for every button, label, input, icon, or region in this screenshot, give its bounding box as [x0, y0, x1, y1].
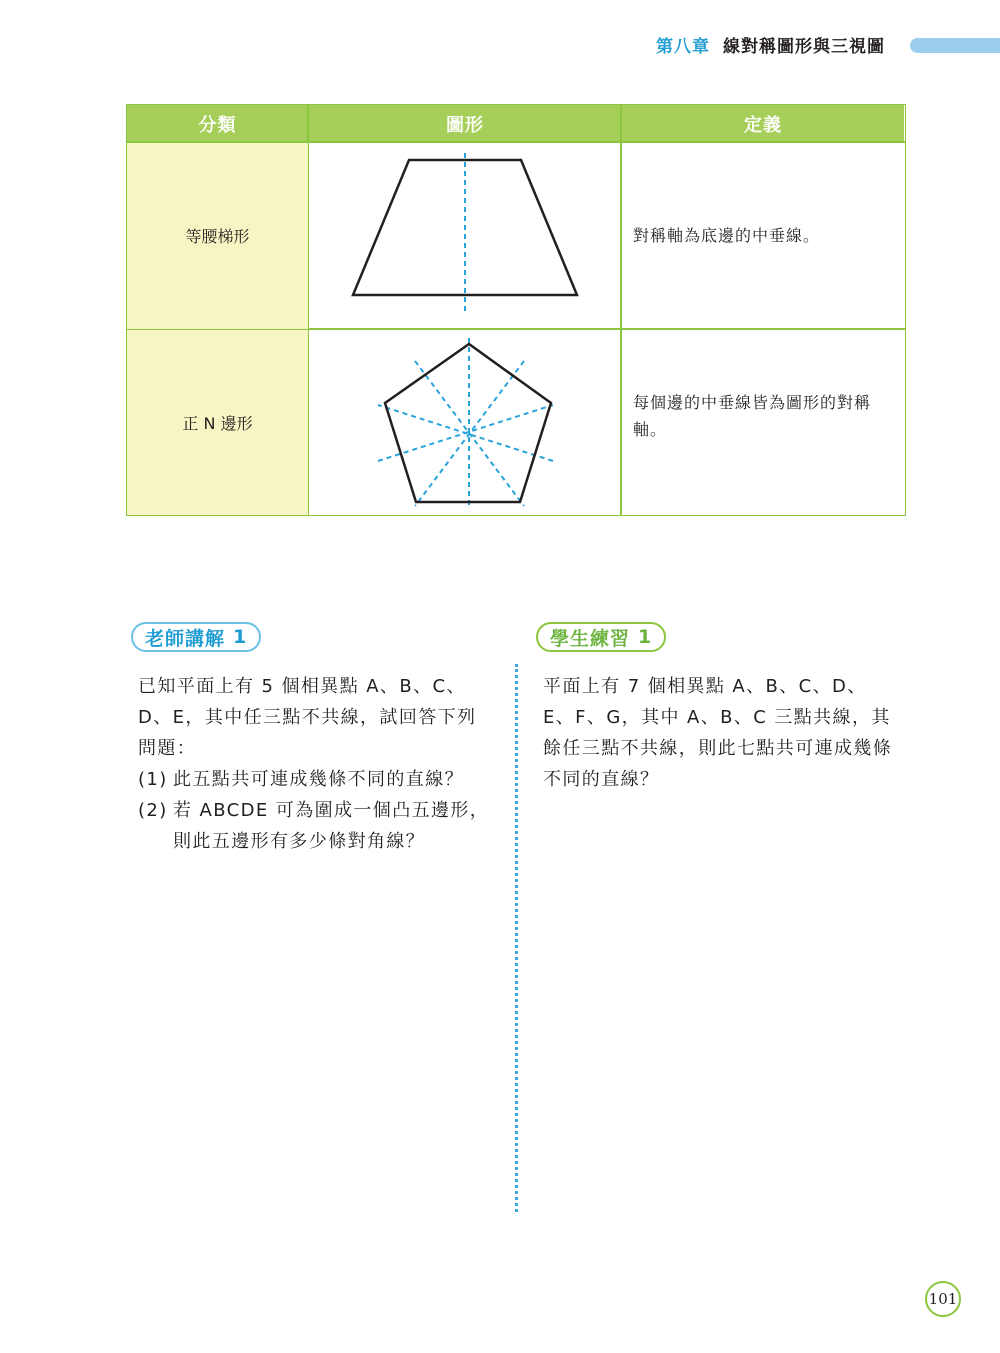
table-row-definition: 對稱軸為底邊的中垂線。	[633, 226, 821, 245]
student-text: 平面上有 7 個相異點 A、B、C、D、E、F、G，其中 A、B、C 三點共線，其餘任三點不共線，則此七點共可連成幾條不同的直線？	[543, 676, 893, 790]
student-practice-header	[536, 622, 666, 652]
header-figure: 圖形	[309, 105, 621, 142]
teacher-question	[138, 764, 493, 795]
trapezoid-figure	[309, 143, 621, 329]
page-header	[0, 30, 1000, 60]
page-number: 101	[925, 1281, 961, 1317]
header-definition: 定義	[622, 105, 904, 142]
table-row-category: 正 N 邊形	[127, 330, 308, 515]
symmetry-table	[126, 104, 906, 516]
pentagon-figure	[309, 330, 621, 515]
teacher-problem	[138, 671, 493, 857]
question-label: (1)	[138, 769, 168, 790]
chapter-label: 第八章	[656, 37, 710, 57]
teacher-intro: 已知平面上有 5 個相異點 A、B、C、D、E，其中任三點不共線，試回答下列問題：	[138, 676, 477, 759]
teacher-question	[138, 795, 493, 857]
header-accent-bar	[910, 38, 1000, 53]
teacher-title: 老師講解	[145, 627, 226, 650]
teacher-example-header	[131, 622, 261, 652]
question-label: (2)	[138, 800, 168, 821]
table-row-category: 等腰梯形	[127, 143, 308, 329]
student-title: 學生練習	[550, 627, 631, 650]
student-problem	[543, 671, 898, 795]
question-text: 若 ABCDE 可為圍成一個凸五邊形，則此五邊形有多少條對角線？	[173, 800, 490, 852]
chapter-title: 線對稱圖形與三視圖	[723, 37, 885, 57]
column-divider	[515, 664, 518, 1212]
header-category: 分類	[127, 105, 308, 142]
student-number: 1	[638, 626, 653, 648]
teacher-number: 1	[233, 626, 248, 648]
table-row-definition: 每個邊的中垂線皆為圖形的對稱軸。	[633, 392, 872, 439]
question-text: 此五點共可連成幾條不同的直線？	[173, 769, 464, 790]
